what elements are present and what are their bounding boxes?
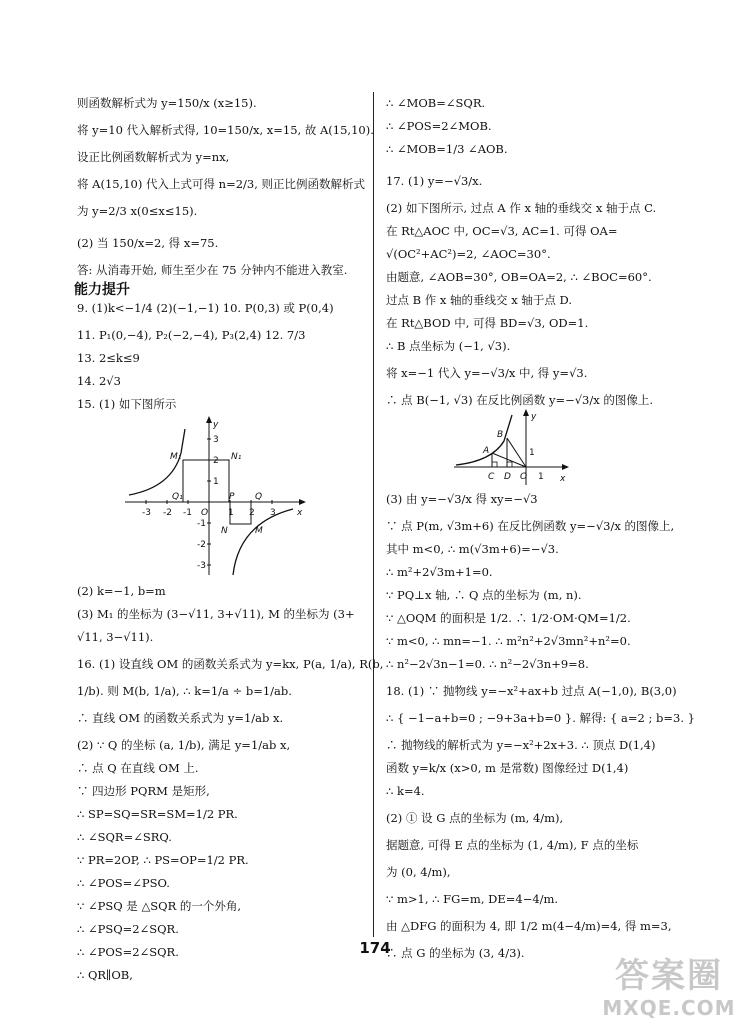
site-watermark-logo (594, 956, 744, 1026)
y-axis-arrow-icon (206, 416, 212, 423)
text-line: 其中 m<0, ∴ m(√3m+6)=−√3. (386, 542, 559, 556)
point-label: N (221, 526, 228, 536)
tick-label: 3 (213, 435, 219, 445)
text-line: 为 y=2/3 x(0≤x≤15). (77, 204, 198, 218)
text-line: ∴ 点 Q 在直线 OM 上. (77, 761, 199, 775)
tick-label: -3 (197, 561, 206, 571)
text-line: 11. P₁(0,−4), P₂(−2,−4), P₃(2,4) 12. 7/3 (77, 328, 306, 342)
column-divider (373, 92, 374, 937)
text-line: √(OC²+AC²)=2, ∠AOC=30°. (386, 247, 551, 261)
text-line: ∴ 抛物线的解析式为 y=−x²+2x+3. ∴ 顶点 D(1,4) (386, 738, 656, 752)
axis-label-x: x (560, 474, 566, 484)
tick-label: 1 (228, 508, 234, 518)
text-line: 函数 y=k/x (x>0, m 是常数) 图像经过 D(1,4) (386, 761, 629, 775)
tick-label: -1 (183, 508, 192, 518)
text-line: 为 (0, 4/m), (386, 865, 451, 879)
text-line: 将 y=10 代入解析式得, 10=150/x, x=15, 故 A(15,10). (77, 123, 374, 137)
point-label: N₁ (231, 452, 242, 462)
text-line: 将 A(15,10) 代入上式可得 n=2/3, 则正比例函数解析式 (77, 177, 366, 191)
text-line: ∵ m>1, ∴ FG=m, DE=4−4/m. (386, 892, 559, 906)
text-line: ∴ 直线 OM 的函数关系式为 y=1/ab x. (77, 711, 284, 725)
point-label: M (255, 526, 263, 536)
tick-label: 1 (213, 477, 219, 487)
x-axis-arrow-icon (299, 499, 306, 505)
tick-label: -1 (197, 519, 206, 529)
text-line: ∴ ∠POS=∠PSO. (77, 876, 170, 890)
text-line: ∴ ∠POS=2∠MOB. (386, 119, 492, 133)
text-line: ∴ ∠PSQ=2∠SQR. (77, 922, 179, 936)
hyperbola-branch-lower-right (233, 509, 293, 575)
right-angle-mark (492, 462, 497, 467)
text-line: ∵ PR=2OP, ∴ PS=OP=1/2 PR. (77, 853, 249, 867)
text-line: ∵ 点 P(m, √3m+6) 在反比例函数 y=−√3/x 的图像上, (386, 519, 675, 533)
text-line: 将 x=−1 代入 y=−√3/x 中, 得 y=√3. (386, 366, 588, 380)
watermark-cn: 答案圈 (615, 956, 723, 996)
point-label: P (229, 492, 235, 502)
text-line: 13. 2≤k≤9 (77, 351, 140, 365)
text-line: ∵ △OQM 的面积是 1/2. ∴ 1/2·OM·QM=1/2. (386, 611, 631, 625)
axis-label-y: y (213, 420, 219, 430)
text-line: 设正比例函数解析式为 y=nx, (77, 150, 230, 164)
text-line: (3) M₁ 的坐标为 (3−√11, 3+√11), M 的坐标为 (3+ (77, 607, 355, 621)
tick-label: -2 (197, 540, 206, 550)
text-line: 16. (1) 设直线 OM 的函数关系式为 y=kx, P(a, 1/a), R(b, (77, 657, 384, 671)
text-line: ∴ 点 B(−1, √3) 在反比例函数 y=−√3/x 的图像上. (386, 393, 654, 407)
y-axis-arrow-icon (523, 409, 529, 416)
tick-label: 3 (270, 508, 276, 518)
text-line: 过点 B 作 x 轴的垂线交 x 轴于点 D. (386, 293, 572, 307)
text-line: ∵ 四边形 PQRM 是矩形, (77, 784, 210, 798)
text-line: ∴ ∠SQR=∠SRQ. (77, 830, 172, 844)
watermark-en: MXQE.COM (602, 996, 736, 1020)
point-label: B (497, 430, 504, 440)
text-line: ∵ m<0, ∴ mn=−1. ∴ m²n²+2√3mn²+n²=0. (386, 634, 631, 648)
point-label: Q₁ (172, 492, 183, 502)
page-number: 174 (359, 939, 391, 957)
text-line: 在 Rt△AOC 中, OC=√3, AC=1. 可得 OA= (386, 224, 618, 238)
x-axis-arrow-icon (562, 464, 569, 470)
tick-label: 1 (529, 448, 535, 458)
text-line: ∴ m²+2√3m+1=0. (386, 565, 493, 579)
text-line: (2) 如下图所示, 过点 A 作 x 轴的垂线交 x 轴于点 C. (386, 201, 657, 215)
tick-label: -2 (163, 508, 172, 518)
point-label: Q (255, 492, 263, 502)
text-line: ∴ { −1−a+b=0 ; −9+3a+b=0 }. 解得: { a=2 ; b=3. } (386, 711, 695, 725)
text-line: ∴ B 点坐标为 (−1, √3). (386, 339, 511, 353)
text-line: ∵ ∠PSQ 是 △SQR 的一个外角, (77, 899, 242, 913)
text-line: 17. (1) y=−√3/x. (386, 174, 483, 188)
text-line: 14. 2√3 (77, 374, 121, 388)
text-line: ∴ k=4. (386, 784, 425, 798)
text-line: (2) 当 150/x=2, 得 x=75. (77, 236, 219, 250)
text-line: (2) k=−1, b=m (77, 584, 166, 598)
text-line: 在 Rt△BOD 中, 可得 BD=√3, OD=1. (386, 316, 589, 330)
text-line: √11, 3−√11). (77, 630, 154, 644)
rectangle-m1-n1 (183, 460, 229, 502)
text-line: 则函数解析式为 y=150/x (x≥15). (77, 96, 257, 110)
text-line: ∵ PQ⊥x 轴, ∴ Q 点的坐标为 (m, n). (386, 588, 582, 602)
text-line: 由 △DFG 的面积为 4, 即 1/2 m(4−4/m)=4, 得 m=3, (386, 919, 672, 933)
origin-label: O (520, 472, 528, 482)
tick-label: -3 (142, 508, 151, 518)
right-column (386, 96, 695, 960)
graph-15-diagram (117, 415, 307, 577)
text-line: 由题意, ∠AOB=30°, OB=OA=2, ∴ ∠BOC=60°. (386, 270, 652, 284)
text-line: ∴ ∠MOB=∠SQR. (386, 96, 486, 110)
text-line: ∴ QR∥OB, (77, 968, 133, 982)
text-line: ∴ ∠POS=2∠SQR. (77, 945, 179, 959)
text-line: (2) ① 设 G 点的坐标为 (m, 4/m), (386, 811, 564, 825)
tick-label: 1 (538, 472, 544, 482)
hyperbola-branch-upper-left (129, 429, 185, 495)
tick-label: 2 (249, 508, 255, 518)
text-line: 据题意, 可得 E 点的坐标为 (1, 4/m), F 点的坐标 (386, 838, 639, 852)
text-line: ∴ ∠MOB=1/3 ∠AOB. (386, 142, 508, 156)
text-line: 18. (1) ∵ 抛物线 y=−x²+ax+b 过点 A(−1,0), B(3,0) (386, 684, 677, 698)
graph-17-diagram (452, 409, 572, 487)
origin-label: O (201, 508, 209, 518)
text-line: 答: 从消毒开始, 师生至少在 75 分钟内不能进入教室. (77, 263, 348, 277)
text-line: (3) 由 y=−√3/x 得 xy=−√3 (386, 492, 538, 506)
text-line: (2) ∵ Q 的坐标 (a, 1/b), 满足 y=1/ab x, (77, 738, 291, 752)
axis-label-y: y (531, 412, 537, 422)
point-label: D (504, 472, 511, 482)
point-label: M₁ (170, 452, 182, 462)
tick-label: 2 (213, 456, 219, 466)
axis-label-x: x (297, 508, 303, 518)
text-line: ∴ 点 G 的坐标为 (3, 4/3). (386, 946, 525, 960)
point-label: C (488, 472, 495, 482)
text-line: ∴ SP=SQ=SR=SM=1/2 PR. (77, 807, 238, 821)
text-line: ∴ n²−2√3n−1=0. ∴ n²−2√3n+9=8. (386, 657, 589, 671)
point-label: A (483, 446, 490, 456)
text-line: 15. (1) 如下图所示 (77, 397, 177, 411)
text-line: 9. (1)k<−1/4 (2)(−1,−1) 10. P(0,3) 或 P(0,4) (77, 301, 334, 315)
right-angle-mark (507, 462, 512, 467)
text-line: 1/b). 则 M(b, 1/a), ∴ k=1/a ÷ b=1/ab. (77, 684, 292, 698)
section-title: 能力提升 (74, 282, 130, 298)
